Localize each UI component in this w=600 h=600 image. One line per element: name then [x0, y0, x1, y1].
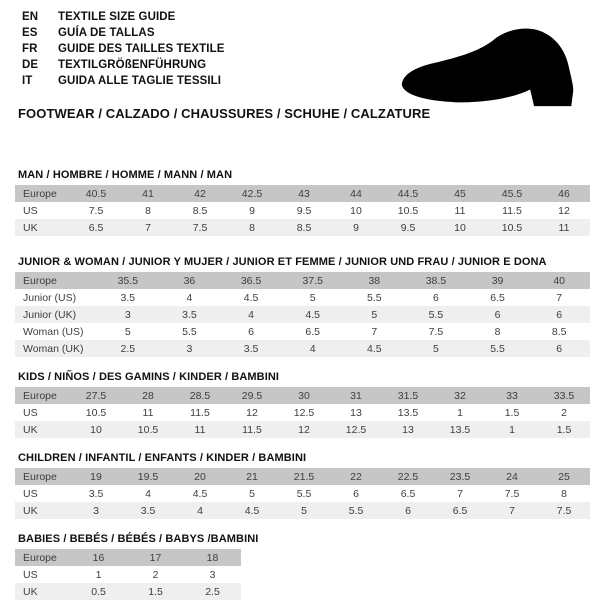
dress-shoe-silhouette [390, 12, 586, 114]
size-value-cell: 16 [92, 551, 105, 564]
size-value-cell: 29.5 [241, 389, 263, 402]
table-row [15, 404, 590, 421]
size-value-cell: 8.5 [296, 221, 312, 234]
size-value-cell: 33 [506, 389, 518, 402]
table-row [15, 202, 590, 219]
size-value-cell: 35.5 [117, 274, 139, 287]
row-label: UK [23, 504, 38, 517]
row-label: US [23, 406, 38, 419]
size-section-babies [15, 532, 590, 600]
size-value-cell: 8 [145, 204, 151, 217]
size-value-cell: 7.5 [192, 221, 208, 234]
size-value-cell: 3 [209, 568, 216, 581]
size-table [15, 549, 241, 600]
size-value-cell: 39 [491, 274, 504, 287]
table-row [15, 485, 590, 502]
size-value-cell: 10.5 [85, 406, 107, 419]
size-value-cell: 1.5 [504, 406, 520, 419]
language-row [22, 9, 225, 25]
size-value-cell: 6.5 [452, 504, 468, 517]
language-guide-title: TEXTILE SIZE GUIDE [58, 11, 176, 23]
row-label: Europe [23, 274, 57, 287]
size-value-cell: 23.5 [449, 470, 471, 483]
size-value-cell: 27.5 [85, 389, 107, 402]
size-value-cell: 11.5 [242, 423, 262, 436]
size-table [15, 387, 590, 438]
size-value-cell: 21.5 [293, 470, 315, 483]
size-value-cell: 4 [248, 308, 254, 321]
size-value-cell: 2 [561, 406, 567, 419]
table-row [15, 387, 590, 404]
size-value-cell: 1 [509, 423, 515, 436]
size-value-cell: 5.5 [490, 342, 505, 355]
section-title: CHILDREN / INFANTIL / ENFANTS / KINDER / BAMBINI [18, 452, 307, 464]
row-label: Europe [23, 470, 57, 483]
size-value-cell: 17 [149, 551, 162, 564]
size-value-cell: 33.5 [553, 389, 575, 402]
size-value-cell: 6 [556, 342, 563, 355]
size-section-kids [15, 370, 590, 438]
section-title: KIDS / NIÑOS / DES GAMINS / KINDER / BAMBINI [18, 371, 280, 383]
size-value-cell: 5.5 [348, 504, 364, 517]
size-value-cell: 38 [368, 274, 381, 287]
size-value-cell: 5.5 [367, 291, 382, 304]
size-value-cell: 13 [402, 423, 414, 436]
table-row [15, 566, 241, 583]
size-value-cell: 19.5 [137, 470, 159, 483]
size-value-cell: 25 [558, 470, 570, 483]
size-value-cell: 45 [454, 187, 466, 200]
size-value-cell: 2.5 [205, 585, 220, 598]
language-row [22, 73, 225, 89]
size-value-cell: 31.5 [397, 389, 419, 402]
size-value-cell: 5 [433, 342, 439, 355]
size-value-cell: 7.5 [556, 504, 572, 517]
category-heading: FOOTWEAR / CALZADO / CHAUSSURES / SCHUHE / CALZATURE [18, 106, 431, 121]
size-value-cell: 12.5 [293, 406, 315, 419]
size-value-cell: 22.5 [397, 470, 419, 483]
table-row [15, 549, 241, 566]
language-title-list [22, 9, 225, 89]
size-value-cell: 5.5 [182, 325, 197, 338]
table-row [15, 219, 590, 236]
size-value-cell: 11.5 [190, 406, 210, 419]
table-row [15, 421, 590, 438]
size-value-cell: 6.5 [305, 325, 320, 338]
size-value-cell: 5 [309, 291, 316, 304]
size-value-cell: 42.5 [241, 187, 263, 200]
size-value-cell: 4 [197, 504, 203, 517]
language-code: EN [22, 11, 39, 23]
size-value-cell: 5 [301, 504, 307, 517]
size-value-cell: 1.5 [148, 585, 163, 598]
size-value-cell: 44.5 [397, 187, 419, 200]
size-value-cell: 7 [509, 504, 515, 517]
table-row [15, 272, 590, 289]
language-code: DE [22, 59, 39, 71]
size-value-cell: 1 [457, 406, 463, 419]
row-label: Junior (UK) [23, 308, 77, 321]
size-value-cell: 5.5 [296, 487, 312, 500]
size-value-cell: 5 [249, 487, 255, 500]
size-value-cell: 1.5 [556, 423, 572, 436]
size-table [15, 468, 590, 519]
language-guide-title: TEXTILGRÖßENFÜHRUNG [58, 59, 207, 71]
size-value-cell: 41 [142, 187, 154, 200]
size-value-cell: 6 [248, 325, 254, 338]
size-value-cell: 3 [93, 504, 99, 517]
size-value-cell: 28 [142, 389, 154, 402]
row-label: Junior (US) [23, 291, 77, 304]
size-value-cell: 37.5 [302, 274, 323, 287]
row-label: US [23, 204, 38, 217]
size-value-cell: 12.5 [345, 423, 367, 436]
size-value-cell: 8.5 [192, 204, 208, 217]
size-value-cell: 7.5 [428, 325, 444, 338]
size-value-cell: 6 [353, 487, 359, 500]
size-value-cell: 10.5 [501, 221, 523, 234]
size-value-cell: 9.5 [296, 204, 312, 217]
language-row [22, 41, 225, 57]
row-label: Woman (US) [23, 325, 84, 338]
size-value-cell: 31 [350, 389, 362, 402]
size-value-cell: 18 [206, 551, 219, 564]
size-value-cell: 5.5 [428, 308, 444, 321]
size-value-cell: 2 [152, 568, 159, 581]
size-value-cell: 1 [95, 568, 102, 581]
language-code: IT [22, 75, 33, 87]
row-label: UK [23, 221, 38, 234]
size-value-cell: 8 [494, 325, 501, 338]
row-label: Europe [23, 187, 57, 200]
section-title: BABIES / BEBÉS / BÉBÉS / BABYS /BAMBINI [18, 533, 259, 545]
size-value-cell: 36 [183, 274, 196, 287]
table-row [15, 185, 590, 202]
row-label: Woman (UK) [23, 342, 84, 355]
size-value-cell: 11 [558, 221, 570, 234]
size-value-cell: 4.5 [244, 504, 260, 517]
language-row [22, 57, 225, 73]
size-value-cell: 10.5 [137, 423, 159, 436]
size-value-cell: 7 [556, 291, 563, 304]
row-label: US [23, 487, 38, 500]
size-value-cell: 2.5 [120, 342, 136, 355]
size-section-junior [15, 255, 590, 357]
size-value-cell: 6 [433, 291, 439, 304]
size-value-cell: 46 [558, 187, 570, 200]
size-value-cell: 9 [249, 204, 255, 217]
size-value-cell: 38.5 [425, 274, 447, 287]
size-value-cell: 19 [90, 470, 102, 483]
language-row [22, 25, 225, 41]
size-section-man [15, 168, 590, 236]
row-label: US [23, 568, 38, 581]
row-label: Europe [23, 551, 57, 564]
size-value-cell: 40 [553, 274, 566, 287]
size-value-cell: 12 [298, 423, 310, 436]
language-guide-title: GUIDA ALLE TAGLIE TESSILI [58, 75, 222, 87]
size-value-cell: 30 [298, 389, 310, 402]
size-value-cell: 9 [353, 221, 359, 234]
table-row [15, 340, 590, 357]
size-value-cell: 6.5 [490, 291, 505, 304]
size-value-cell: 11 [194, 423, 206, 436]
size-value-cell: 7 [457, 487, 463, 500]
size-section-children [15, 451, 590, 519]
size-value-cell: 4 [309, 342, 316, 355]
size-value-cell: 24 [506, 470, 518, 483]
size-value-cell: 7 [145, 221, 151, 234]
table-row [15, 323, 590, 340]
table-row [15, 289, 590, 306]
size-value-cell: 20 [194, 470, 206, 483]
size-value-cell: 44 [350, 187, 362, 200]
size-value-cell: 8.5 [551, 325, 567, 338]
size-value-cell: 11 [142, 406, 154, 419]
size-value-cell: 22 [350, 470, 362, 483]
size-value-cell: 8 [561, 487, 567, 500]
size-value-cell: 4 [145, 487, 151, 500]
row-label: Europe [23, 389, 57, 402]
size-value-cell: 6 [405, 504, 411, 517]
size-value-cell: 28.5 [189, 389, 211, 402]
size-value-cell: 0.5 [91, 585, 106, 598]
size-value-cell: 7.5 [88, 204, 104, 217]
size-value-cell: 3.5 [182, 308, 197, 321]
size-value-cell: 42 [194, 187, 206, 200]
row-label: UK [23, 423, 38, 436]
size-tables [15, 168, 590, 600]
size-value-cell: 13.5 [397, 406, 419, 419]
size-value-cell: 10.5 [397, 204, 419, 217]
size-value-cell: 6.5 [88, 221, 104, 234]
size-value-cell: 11.5 [502, 204, 522, 217]
size-value-cell: 5 [371, 308, 378, 321]
size-value-cell: 3 [186, 342, 193, 355]
size-value-cell: 21 [246, 470, 258, 483]
size-value-cell: 3.5 [120, 291, 136, 304]
size-value-cell: 7.5 [504, 487, 520, 500]
size-value-cell: 13 [350, 406, 362, 419]
size-table [15, 272, 590, 357]
language-guide-title: GUIDE DES TAILLES TEXTILE [58, 43, 225, 55]
size-value-cell: 12 [246, 406, 258, 419]
size-value-cell: 36.5 [240, 274, 262, 287]
size-value-cell: 4.5 [305, 308, 320, 321]
size-table [15, 185, 590, 236]
language-code: ES [22, 27, 38, 39]
table-row [15, 502, 590, 519]
table-row [15, 306, 590, 323]
section-title: MAN / HOMBRE / HOMME / MANN / MAN [18, 169, 233, 181]
size-value-cell: 6.5 [400, 487, 416, 500]
size-value-cell: 5 [124, 325, 131, 338]
size-value-cell: 3.5 [243, 342, 259, 355]
table-row [15, 468, 590, 485]
size-value-cell: 13.5 [449, 423, 471, 436]
size-value-cell: 12 [558, 204, 570, 217]
size-value-cell: 32 [454, 389, 466, 402]
size-value-cell: 4.5 [192, 487, 208, 500]
table-row [15, 583, 241, 600]
row-label: UK [23, 585, 38, 598]
size-value-cell: 6 [556, 308, 563, 321]
size-value-cell: 11 [454, 204, 466, 217]
size-value-cell: 9.5 [400, 221, 416, 234]
size-value-cell: 10 [90, 423, 102, 436]
size-value-cell: 10 [350, 204, 362, 217]
size-value-cell: 10 [454, 221, 466, 234]
size-value-cell: 8 [249, 221, 255, 234]
size-value-cell: 4.5 [243, 291, 259, 304]
size-value-cell: 3.5 [140, 504, 156, 517]
size-value-cell: 40.5 [85, 187, 107, 200]
size-value-cell: 4 [186, 291, 193, 304]
size-value-cell: 3.5 [88, 487, 104, 500]
language-guide-title: GUÍA DE TALLAS [58, 27, 155, 39]
language-code: FR [22, 43, 38, 55]
size-value-cell: 7 [371, 325, 378, 338]
size-value-cell: 43 [298, 187, 310, 200]
size-value-cell: 45.5 [501, 187, 523, 200]
size-value-cell: 3 [124, 308, 131, 321]
section-title: JUNIOR & WOMAN / JUNIOR Y MUJER / JUNIOR ET FEMME / JUNIOR UND FRAU / JUNIOR E DONA [18, 256, 547, 268]
size-value-cell: 4.5 [367, 342, 382, 355]
dress-shoe-icon [390, 12, 586, 114]
size-value-cell: 6 [494, 308, 501, 321]
